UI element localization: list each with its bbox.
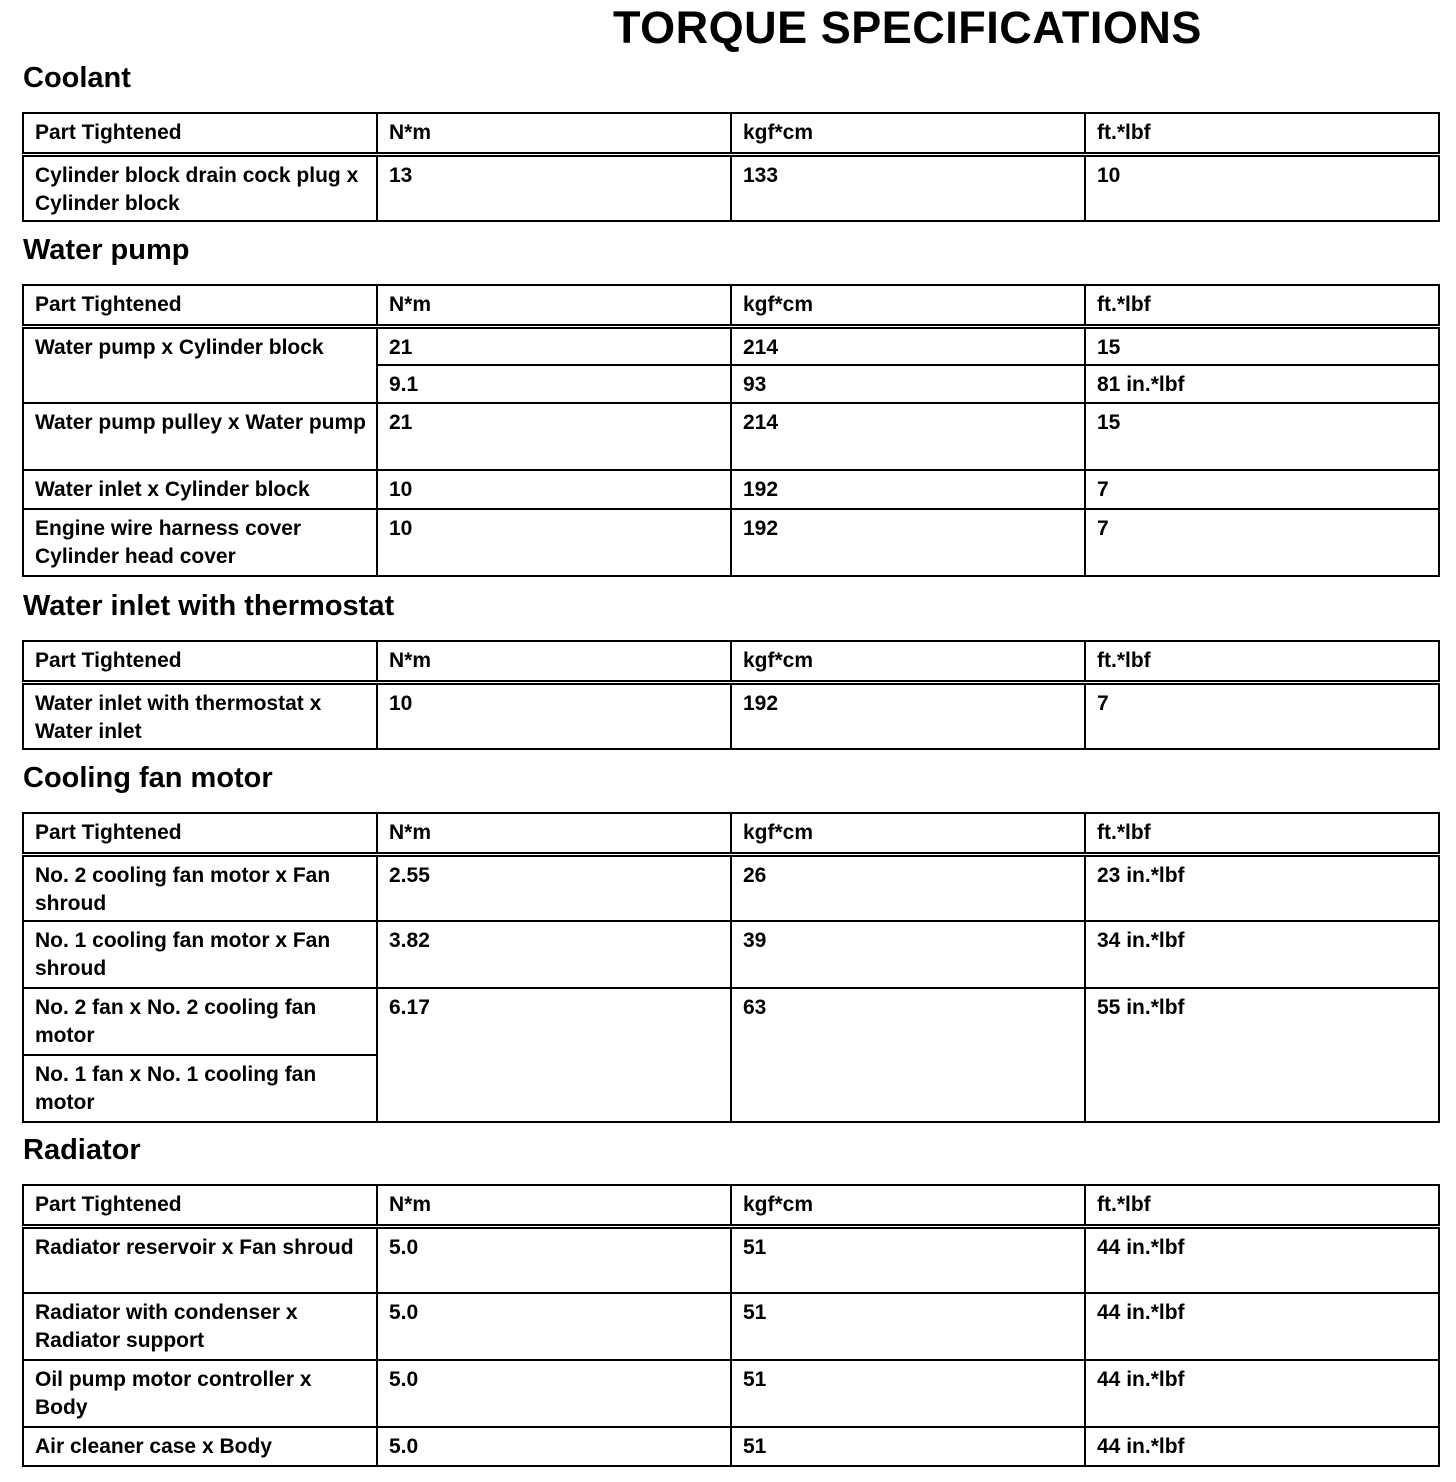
header-kgf: kgf*cm [731, 1185, 1085, 1226]
table-row [23, 326, 1439, 365]
part-cell: Engine wire harness cover Cylinder head cover [23, 509, 377, 576]
section-title-water-pump: Water pump [23, 234, 190, 266]
nm-cell: 5.0 [377, 1226, 731, 1293]
header-ft: ft.*lbf [1085, 285, 1439, 326]
nm-cell: 13 [377, 154, 731, 221]
part-cell: Water inlet with thermostat x Water inlet [23, 682, 377, 749]
part-cell: No. 1 fan x No. 1 cooling fan motor [23, 1055, 377, 1122]
kgf-cell: 51 [731, 1293, 1085, 1360]
kgf-cell: 26 [731, 854, 1085, 921]
kgf-cell: 192 [731, 682, 1085, 749]
header-kgf: kgf*cm [731, 285, 1085, 326]
nm-cell: 3.82 [377, 921, 731, 988]
table-row [23, 988, 1439, 1055]
table-row [23, 1226, 1439, 1293]
kgf-cell: 63 [731, 988, 1085, 1122]
kgf-cell: 51 [731, 1226, 1085, 1293]
header-ft: ft.*lbf [1085, 113, 1439, 154]
header-row [23, 813, 1439, 854]
header-part: Part Tightened [23, 813, 377, 854]
nm-cell: 6.17 [377, 988, 731, 1122]
kgf-cell: 51 [731, 1427, 1085, 1466]
ft-cell: 15 [1085, 403, 1439, 470]
header-part: Part Tightened [23, 113, 377, 154]
ft-cell: 55 in.*lbf [1085, 988, 1439, 1122]
water-inlet-table [22, 640, 1440, 750]
ft-cell: 7 [1085, 509, 1439, 576]
ft-cell: 15 [1085, 326, 1439, 365]
table-row [23, 1427, 1439, 1466]
ft-cell: 81 in.*lbf [1085, 365, 1439, 403]
header-nm: N*m [377, 813, 731, 854]
part-cell: Water pump x Cylinder block [23, 326, 377, 403]
cooling-fan-table [22, 812, 1440, 1123]
table-row [23, 1360, 1439, 1427]
nm-cell: 10 [377, 509, 731, 576]
header-nm: N*m [377, 1185, 731, 1226]
header-kgf: kgf*cm [731, 813, 1085, 854]
nm-cell: 9.1 [377, 365, 731, 403]
table-row [23, 854, 1439, 921]
header-kgf: kgf*cm [731, 641, 1085, 682]
nm-cell: 5.0 [377, 1427, 731, 1466]
header-row [23, 641, 1439, 682]
section-title-radiator: Radiator [23, 1134, 141, 1166]
kgf-cell: 133 [731, 154, 1085, 221]
kgf-cell: 192 [731, 470, 1085, 509]
table-row [23, 470, 1439, 509]
header-nm: N*m [377, 113, 731, 154]
water-pump-table [22, 284, 1440, 577]
kgf-cell: 214 [731, 403, 1085, 470]
section-title-water-inlet: Water inlet with thermostat [23, 590, 395, 622]
part-cell: No. 1 cooling fan motor x Fan shroud [23, 921, 377, 988]
nm-cell: 21 [377, 403, 731, 470]
table-row [23, 154, 1439, 221]
radiator-table [22, 1184, 1440, 1467]
header-ft: ft.*lbf [1085, 641, 1439, 682]
part-cell: Air cleaner case x Body [23, 1427, 377, 1466]
ft-cell: 44 in.*lbf [1085, 1226, 1439, 1293]
header-part: Part Tightened [23, 1185, 377, 1226]
page-title: TORQUE SPECIFICATIONS [613, 2, 1202, 53]
ft-cell: 44 in.*lbf [1085, 1293, 1439, 1360]
ft-cell: 7 [1085, 470, 1439, 509]
nm-cell: 5.0 [377, 1293, 731, 1360]
header-ft: ft.*lbf [1085, 813, 1439, 854]
table-row [23, 1293, 1439, 1360]
kgf-cell: 192 [731, 509, 1085, 576]
header-row [23, 1185, 1439, 1226]
part-cell: Water inlet x Cylinder block [23, 470, 377, 509]
header-row [23, 285, 1439, 326]
nm-cell: 10 [377, 682, 731, 749]
header-part: Part Tightened [23, 285, 377, 326]
part-cell: No. 2 fan x No. 2 cooling fan motor [23, 988, 377, 1055]
part-cell: Radiator reservoir x Fan shroud [23, 1226, 377, 1293]
header-part: Part Tightened [23, 641, 377, 682]
ft-cell: 23 in.*lbf [1085, 854, 1439, 921]
ft-cell: 44 in.*lbf [1085, 1427, 1439, 1466]
header-nm: N*m [377, 285, 731, 326]
section-title-coolant: Coolant [23, 62, 131, 94]
kgf-cell: 51 [731, 1360, 1085, 1427]
ft-cell: 10 [1085, 154, 1439, 221]
nm-cell: 10 [377, 470, 731, 509]
section-title-cooling-fan: Cooling fan motor [23, 762, 273, 794]
kgf-cell: 214 [731, 326, 1085, 365]
nm-cell: 5.0 [377, 1360, 731, 1427]
kgf-cell: 39 [731, 921, 1085, 988]
part-cell: Water pump pulley x Water pump [23, 403, 377, 470]
table-row [23, 509, 1439, 576]
coolant-table [22, 112, 1440, 222]
ft-cell: 44 in.*lbf [1085, 1360, 1439, 1427]
header-nm: N*m [377, 641, 731, 682]
table-row [23, 403, 1439, 470]
ft-cell: 34 in.*lbf [1085, 921, 1439, 988]
ft-cell: 7 [1085, 682, 1439, 749]
header-ft: ft.*lbf [1085, 1185, 1439, 1226]
nm-cell: 21 [377, 326, 731, 365]
table-row [23, 921, 1439, 988]
part-cell: No. 2 cooling fan motor x Fan shroud [23, 854, 377, 921]
part-cell: Radiator with condenser x Radiator support [23, 1293, 377, 1360]
table-row [23, 682, 1439, 749]
part-cell: Cylinder block drain cock plug x Cylinder block [23, 154, 377, 221]
kgf-cell: 93 [731, 365, 1085, 403]
nm-cell: 2.55 [377, 854, 731, 921]
part-cell: Oil pump motor controller x Body [23, 1360, 377, 1427]
header-kgf: kgf*cm [731, 113, 1085, 154]
header-row [23, 113, 1439, 154]
